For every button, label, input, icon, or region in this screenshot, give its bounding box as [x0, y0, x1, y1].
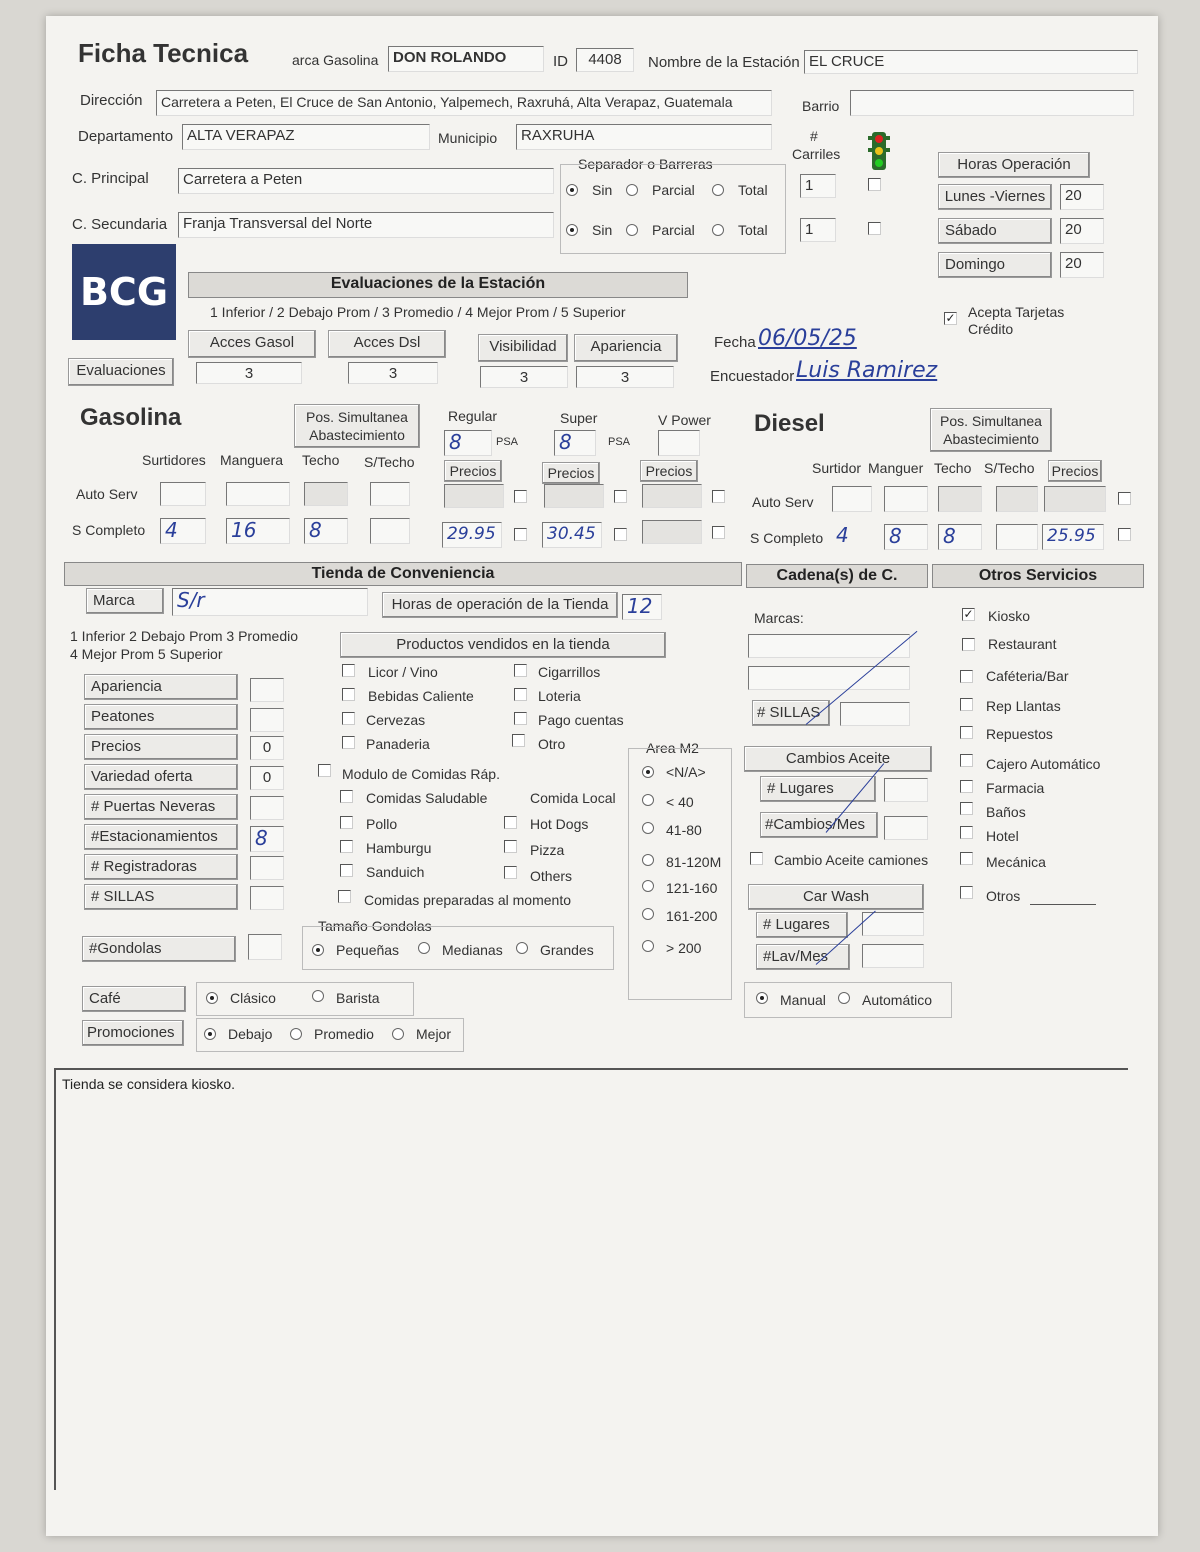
area-81-120-radio[interactable] [642, 854, 654, 866]
otros-otros-line [1030, 904, 1096, 905]
rating-apariencia-field[interactable] [250, 678, 284, 702]
regular-psa-field[interactable] [444, 430, 492, 456]
fecha-label: Fecha [714, 334, 756, 351]
otros-kiosko-label: Kiosko [988, 608, 1031, 624]
diesel-auto-check[interactable] [1118, 492, 1131, 505]
area-200-label: > 200 [666, 940, 702, 956]
modulo-check[interactable] [318, 764, 331, 777]
prod-licor-label: Licor / Vino [368, 664, 438, 680]
diesel-sc-manguer-field[interactable] [884, 524, 928, 550]
sep2-total-radio[interactable] [712, 224, 724, 236]
gondolas-count-field[interactable] [248, 934, 282, 960]
prod-otro-check[interactable] [512, 734, 525, 747]
diesel-auto-manguer-field[interactable] [884, 486, 928, 512]
carwash-auto-radio[interactable] [838, 992, 850, 1004]
otros-restaurant-label: Restaurant [988, 636, 1057, 652]
comida-hotdogs-check[interactable] [504, 816, 517, 829]
comida-hotdogs-label: Hot Dogs [530, 816, 589, 832]
diesel-pos-sim: Pos. Simultanea Abastecimiento [930, 408, 1052, 452]
separador-group [560, 164, 786, 254]
gas-auto-vpower-check[interactable] [712, 490, 725, 503]
apariencia-label: Apariencia [574, 334, 678, 362]
regular-precios-header: Precios [444, 460, 502, 482]
traffic-light-icon [868, 132, 890, 172]
prod-pago-check[interactable] [514, 712, 527, 725]
municipio-label: Municipio [438, 130, 498, 146]
diesel-techo-header: Techo [934, 460, 972, 476]
manguera-header: Manguera [220, 452, 284, 468]
otros-otros-label: Otros [986, 888, 1021, 904]
super-label: Super [560, 410, 598, 426]
otros-restaurant-check[interactable] [962, 638, 975, 651]
regular-psa-tag: PSA [496, 436, 519, 448]
cafe-barista-radio[interactable] [312, 990, 324, 1002]
evaluaciones-scale: 1 Inferior / 2 Debajo Prom / 3 Promedio / 4 Mejor Prom / 5 Superior [210, 304, 626, 320]
fecha-value[interactable]: 06/05/25 [758, 326, 857, 351]
estacion-field[interactable]: EL CRUCE [804, 50, 1138, 74]
diesel-auto-techo-field[interactable] [938, 486, 982, 512]
s-techo-header: S/Techo [364, 454, 415, 470]
c-secundaria-field[interactable]: Franja Transversal del Norte [178, 212, 554, 238]
notes-area[interactable] [54, 1068, 1128, 1490]
evaluaciones-row-label: Evaluaciones [68, 358, 174, 386]
gas-auto-techo-field[interactable] [304, 482, 348, 506]
diesel-sc-manguer-value: 8 [889, 524, 902, 548]
c-secundaria-label: C. Secundaria [72, 216, 168, 233]
rating-estacionamientos-label: #Estacionamientos [84, 824, 238, 850]
gas-sc-surtidores-value: 4 [165, 518, 178, 542]
gondolas-grandes-label: Grandes [540, 942, 594, 958]
gas-sc-super-precio[interactable] [542, 522, 602, 548]
comida-sanduich-label: Sanduich [366, 864, 425, 880]
diesel-s-techo-header: S/Techo [984, 460, 1035, 476]
gas-auto-vpower-precio[interactable] [642, 484, 702, 508]
rating-sillas-label: # SILLAS [84, 884, 238, 910]
diesel-sc-precio[interactable] [1042, 524, 1104, 550]
cafe-label: Café [82, 986, 186, 1012]
diesel-sc-techo-field[interactable] [938, 524, 982, 550]
super-psa-value: 8 [559, 430, 572, 454]
sep1-total-label: Total [738, 182, 768, 198]
otros-farmacia-label: Farmacia [986, 780, 1045, 796]
rating-peatones-label: Peatones [84, 704, 238, 730]
area-200-radio[interactable] [642, 940, 654, 952]
sep1-parcial-label: Parcial [652, 182, 695, 198]
otros-cafeteria-check[interactable] [960, 670, 973, 683]
diesel-sc-precio-value: 25.95 [1047, 526, 1096, 546]
cadena-marca-1-field[interactable] [748, 634, 910, 658]
diesel-sc-s-techo-field[interactable] [996, 524, 1038, 550]
comida-hamburgu-check[interactable] [340, 840, 353, 853]
horas-sabado-field[interactable]: 20 [1060, 218, 1104, 244]
municipio-field[interactable]: RAXRUHA [516, 124, 772, 150]
otros-banos-label: Baños [986, 804, 1026, 820]
camiones-label: Cambio Aceite camiones [774, 852, 929, 868]
barrio-label: Barrio [802, 98, 840, 114]
super-psa-field[interactable] [554, 430, 596, 456]
tienda-marca-field[interactable] [172, 588, 368, 616]
otros-cajero-label: Cajero Automático [986, 756, 1101, 772]
promo-mejor-label: Mejor [416, 1026, 452, 1042]
diesel-sc-check[interactable] [1118, 528, 1131, 541]
c-principal-label: C. Principal [72, 170, 149, 187]
prod-cigarrillos-check[interactable] [514, 664, 527, 677]
rating-apariencia-label: Apariencia [84, 674, 238, 700]
gas-sc-manguera-value: 16 [231, 518, 257, 542]
acces-dsl-field[interactable]: 3 [348, 362, 438, 384]
area-161-200-radio[interactable] [642, 908, 654, 920]
cadena-sillas-label: # SILLAS [752, 700, 830, 726]
sep2-sin-radio[interactable] [566, 224, 578, 236]
cambios-mes-label: #Cambios/Mes [760, 812, 878, 838]
c-principal-field[interactable]: Carretera a Peten [178, 168, 554, 194]
area-161-200-label: 161-200 [666, 908, 718, 924]
cambios-lugares-label: # Lugares [760, 776, 876, 802]
gondolas-grandes-radio[interactable] [516, 942, 528, 954]
gondolas-medianas-radio[interactable] [418, 942, 430, 954]
prod-bebidas-label: Bebidas Caliente [368, 688, 474, 704]
gondolas-pequenas-label: Pequeñas [336, 942, 400, 958]
otros-banos-check[interactable] [960, 802, 973, 815]
area-na-radio[interactable] [642, 766, 654, 778]
gas-sc-manguera-field[interactable] [226, 518, 290, 544]
rating-precios-label: Precios [84, 734, 238, 760]
cafe-clasico-label: Clásico [230, 990, 276, 1006]
productos-header: Productos vendidos en la tienda [340, 632, 666, 658]
cadena-marca-2-field[interactable] [748, 666, 910, 690]
carriles-hash: # [810, 128, 818, 144]
gas-sc-techo-field[interactable] [304, 518, 348, 544]
gas-auto-regular-check[interactable] [514, 490, 527, 503]
promo-debajo-label: Debajo [228, 1026, 273, 1042]
promo-promedio-radio[interactable] [290, 1028, 302, 1040]
gasolina-pos-sim: Pos. Simultanea Abastecimiento [294, 404, 420, 448]
gas-auto-serv-label: Auto Serv [76, 486, 138, 502]
sep2-parcial-radio[interactable] [626, 224, 638, 236]
carwash-manual-radio[interactable] [756, 992, 768, 1004]
comida-pizza-check[interactable] [504, 840, 517, 853]
gas-auto-manguera-field[interactable] [226, 482, 290, 506]
vpower-precios-header: Precios [640, 460, 698, 482]
encuestador-value[interactable]: Luis Ramirez [796, 358, 938, 383]
bcg-logo: BCG [72, 244, 176, 340]
estacion-label: Nombre de la Estación [648, 54, 800, 71]
tienda-marca-value: S/r [177, 588, 205, 612]
diesel-sc-techo-value: 8 [943, 524, 956, 548]
gas-sc-s-techo-field[interactable] [370, 518, 410, 544]
gondolas-medianas-label: Medianas [442, 942, 503, 958]
sep2-sin-label: Sin [592, 222, 613, 238]
cambios-aceite-header: Cambios Aceite [744, 746, 932, 772]
regular-psa-value: 8 [449, 430, 462, 454]
otros-mecanica-check[interactable] [960, 852, 973, 865]
comida-others-check[interactable] [504, 866, 517, 879]
gasolina-title: Gasolina [80, 404, 182, 431]
diesel-auto-serv-label: Auto Serv [752, 494, 814, 510]
camiones-check[interactable] [750, 852, 763, 865]
tienda-scale-1: 1 Inferior 2 Debajo Prom 3 Promedio [70, 628, 298, 644]
departamento-field[interactable]: ALTA VERAPAZ [182, 124, 430, 150]
regular-label: Regular [448, 408, 498, 424]
diesel-s-completo-label: S Completo [750, 530, 824, 546]
tienda-scale-2: 4 Mejor Prom 5 Superior [70, 646, 223, 662]
rating-variedad-label: Variedad oferta [84, 764, 238, 790]
direccion-label: Dirección [80, 92, 143, 109]
otros-kiosko-check[interactable]: ✓ [963, 607, 974, 621]
departamento-label: Departamento [78, 128, 174, 145]
comida-pollo-label: Pollo [366, 816, 398, 832]
horas-domingo-label: Domingo [938, 252, 1052, 278]
id-label: ID [553, 53, 568, 70]
diesel-auto-precio[interactable] [1044, 486, 1106, 512]
comidas-saludable-check[interactable] [340, 790, 353, 803]
rating-variedad-field[interactable]: 0 [250, 766, 284, 790]
prod-pago-label: Pago cuentas [538, 712, 624, 728]
area-40-label: < 40 [666, 794, 694, 810]
area-na-label: <N/A> [666, 764, 706, 780]
comida-sanduich-check[interactable] [340, 864, 353, 877]
diesel-auto-surtidor-field[interactable] [832, 486, 872, 512]
gondolas-pequenas-radio[interactable] [312, 944, 324, 956]
super-psa-tag: PSA [608, 436, 631, 448]
direccion-field[interactable]: Carretera a Peten, El Cruce de San Antonio, Yalpemech, Raxruhá, Alta Verapaz, Guatemala [156, 90, 772, 116]
comidas-preparadas-check[interactable] [338, 890, 351, 903]
otros-cajero-check[interactable] [960, 754, 973, 767]
rating-sillas-field[interactable] [250, 886, 284, 910]
cafe-clasico-radio[interactable] [206, 992, 218, 1004]
carriles-principal-check[interactable] [868, 178, 881, 191]
tienda-horas-label: Horas de operación de la Tienda [382, 592, 618, 618]
otros-farmacia-check[interactable] [960, 780, 973, 793]
rating-estacionamientos-field[interactable] [250, 826, 284, 852]
gas-sc-super-value: 30.45 [547, 524, 596, 544]
barrio-field[interactable] [850, 90, 1134, 116]
promo-mejor-radio[interactable] [392, 1028, 404, 1040]
otros-mecanica-label: Mecánica [986, 854, 1046, 870]
area-81-120-label: 81-120M [666, 854, 722, 870]
gas-sc-surtidores-field[interactable] [160, 518, 206, 544]
carwash-manual-label: Manual [780, 992, 826, 1008]
apariencia-field[interactable]: 3 [576, 366, 674, 388]
gas-sc-regular-value: 29.95 [447, 524, 496, 544]
carwash-lav-label: #Lav/Mes [756, 944, 850, 970]
tienda-header: Tienda de Conveniencia [64, 562, 742, 586]
area-121-160-label: 121-160 [666, 880, 718, 896]
diesel-sc-surtidor-field[interactable] [832, 524, 872, 550]
acces-gasol-field[interactable]: 3 [196, 362, 302, 384]
cadena-marcas-label: Marcas: [754, 610, 804, 626]
marca-field[interactable]: DON ROLANDO [388, 46, 544, 72]
diesel-sc-surtidor-value: 4 [836, 524, 849, 547]
area-41-80-label: 41-80 [666, 822, 702, 838]
vpower-label: V Power [658, 412, 711, 428]
otros-repuestos-check[interactable] [960, 726, 973, 739]
comida-hamburgu-label: Hamburgu [366, 840, 432, 856]
cadena-sillas-field[interactable] [840, 702, 910, 726]
gas-sc-super-check[interactable] [614, 528, 627, 541]
carwash-lav-field[interactable] [862, 944, 924, 968]
prod-panaderia-label: Panaderia [366, 736, 430, 752]
promo-debajo-radio[interactable] [204, 1028, 216, 1040]
rating-registradoras-field[interactable] [250, 856, 284, 880]
comida-others-label: Others [530, 868, 573, 884]
visibilidad-field[interactable]: 3 [480, 366, 568, 388]
id-field[interactable]: 4408 [576, 48, 634, 72]
tienda-marca-label: Marca [86, 588, 164, 614]
cambios-lugares-field[interactable] [884, 778, 928, 802]
form-title: Ficha Tecnica [78, 38, 249, 68]
encuestador-label: Encuestador [710, 368, 795, 385]
prod-otro-label: Otro [538, 736, 566, 752]
gondolas-size-title: Tamaño Gondolas [318, 918, 432, 934]
evaluaciones-header: Evaluaciones de la Estación [188, 272, 688, 298]
sep1-total-radio[interactable] [712, 184, 724, 196]
rating-precios-field[interactable]: 0 [250, 736, 284, 760]
carwash-header: Car Wash [748, 884, 924, 910]
rating-puertas-label: # Puertas Neveras [84, 794, 238, 820]
area-40-radio[interactable] [642, 794, 654, 806]
diesel-precios-header: Precios [1048, 460, 1102, 482]
carwash-auto-label: Automático [862, 992, 933, 1008]
tarjetas-label: Acepta Tarjetas Crédito [968, 304, 1065, 337]
horas-sabado-label: Sábado [938, 218, 1052, 244]
otros-repuestos-label: Repuestos [986, 726, 1053, 742]
gas-sc-regular-precio[interactable] [442, 522, 502, 548]
gas-auto-super-precio[interactable] [544, 484, 604, 508]
prod-cervezas-check[interactable] [342, 712, 355, 725]
promociones-label: Promociones [82, 1020, 184, 1046]
area-title: Area M2 [646, 740, 699, 756]
acces-dsl-label: Acces Dsl [328, 330, 446, 358]
prod-loteria-check[interactable] [514, 688, 527, 701]
rating-registradoras-label: # Registradoras [84, 854, 238, 880]
area-121-160-radio[interactable] [642, 880, 654, 892]
gas-sc-techo-value: 8 [309, 518, 322, 542]
prod-bebidas-check[interactable] [342, 688, 355, 701]
survey-form [46, 16, 1158, 1536]
carriles-secundaria-check[interactable] [868, 222, 881, 235]
cafe-group [196, 982, 414, 1016]
gondolas-count-label: #Gondolas [82, 936, 236, 962]
comida-local-label: Comida Local [530, 790, 616, 806]
gas-sc-regular-check[interactable] [514, 528, 527, 541]
rating-peatones-field[interactable] [250, 708, 284, 732]
cafe-barista-label: Barista [336, 990, 380, 1006]
otros-hotel-label: Hotel [986, 828, 1019, 844]
visibilidad-label: Visibilidad [478, 334, 568, 362]
otros-header: Otros Servicios [932, 564, 1144, 588]
carriles-label: Carriles [792, 146, 841, 162]
horas-lv-label: Lunes -Viernes [938, 184, 1052, 210]
vpower-psa-field[interactable] [658, 430, 700, 456]
otros-hotel-check[interactable] [960, 826, 973, 839]
cambios-mes-field[interactable] [884, 816, 928, 840]
horas-operacion-button[interactable]: Horas Operación [938, 152, 1090, 178]
tienda-horas-value: 12 [627, 594, 653, 618]
diesel-manguer-header: Manguer [868, 460, 924, 476]
marca-label: arca Gasolina [292, 52, 379, 68]
modulo-label: Modulo de Comidas Ráp. [342, 766, 500, 782]
sep1-parcial-radio[interactable] [626, 184, 638, 196]
carriles-principal-field[interactable]: 1 [800, 174, 836, 198]
sep2-total-label: Total [738, 222, 768, 238]
diesel-surtidor-header: Surtidor [812, 460, 862, 476]
carriles-secundaria-field[interactable]: 1 [800, 218, 836, 242]
tarjetas-checkbox[interactable]: ✓ [945, 311, 956, 325]
prod-licor-check[interactable] [342, 664, 355, 677]
otros-cafeteria-label: Caféteria/Bar [986, 668, 1069, 684]
gas-s-completo-label: S Completo [72, 522, 146, 538]
surtidores-header: Surtidores [142, 452, 206, 468]
sep1-sin-radio[interactable] [566, 184, 578, 196]
prod-loteria-label: Loteria [538, 688, 581, 704]
rating-estacionamientos-value: 8 [255, 826, 268, 850]
diesel-title: Diesel [754, 410, 825, 437]
area-group [628, 748, 732, 1000]
prod-cigarrillos-label: Cigarrillos [538, 664, 601, 680]
otros-llantas-check[interactable] [960, 698, 973, 711]
tienda-horas-field[interactable] [622, 594, 662, 620]
horas-lv-field[interactable]: 20 [1060, 184, 1104, 210]
gas-auto-surtidores-field[interactable] [160, 482, 206, 506]
horas-domingo-field[interactable]: 20 [1060, 252, 1104, 278]
separador-label: Separador o Barreras [578, 156, 713, 172]
super-precios-header: Precios [542, 462, 600, 484]
gas-auto-regular-precio[interactable] [444, 484, 504, 508]
techo-header: Techo [302, 452, 340, 468]
notes-text: Tienda se considera kiosko. [62, 1076, 236, 1092]
carwash-lugares-field[interactable] [862, 912, 924, 936]
area-41-80-radio[interactable] [642, 822, 654, 834]
rating-puertas-field[interactable] [250, 796, 284, 820]
otros-otros-check[interactable] [960, 886, 973, 899]
promo-promedio-label: Promedio [314, 1026, 374, 1042]
comidas-saludable-label: Comidas Saludable [366, 790, 488, 806]
comida-pollo-check[interactable] [340, 816, 353, 829]
sep1-sin-label: Sin [592, 182, 613, 198]
gas-sc-vpower-check[interactable] [712, 526, 725, 539]
prod-cervezas-label: Cervezas [366, 712, 426, 728]
comida-pizza-label: Pizza [530, 842, 565, 858]
comidas-preparadas-label: Comidas preparadas al momento [364, 892, 571, 908]
acces-gasol-label: Acces Gasol [188, 330, 316, 358]
prod-panaderia-check[interactable] [342, 736, 355, 749]
otros-llantas-label: Rep Llantas [986, 698, 1061, 714]
carwash-lugares-label: # Lugares [756, 912, 848, 938]
gas-auto-s-techo-field[interactable] [370, 482, 410, 506]
cadena-header: Cadena(s) de C. [746, 564, 928, 588]
gas-sc-vpower-precio[interactable] [642, 520, 702, 544]
gas-auto-super-check[interactable] [614, 490, 627, 503]
diesel-auto-s-techo-field[interactable] [996, 486, 1038, 512]
sep2-parcial-label: Parcial [652, 222, 695, 238]
